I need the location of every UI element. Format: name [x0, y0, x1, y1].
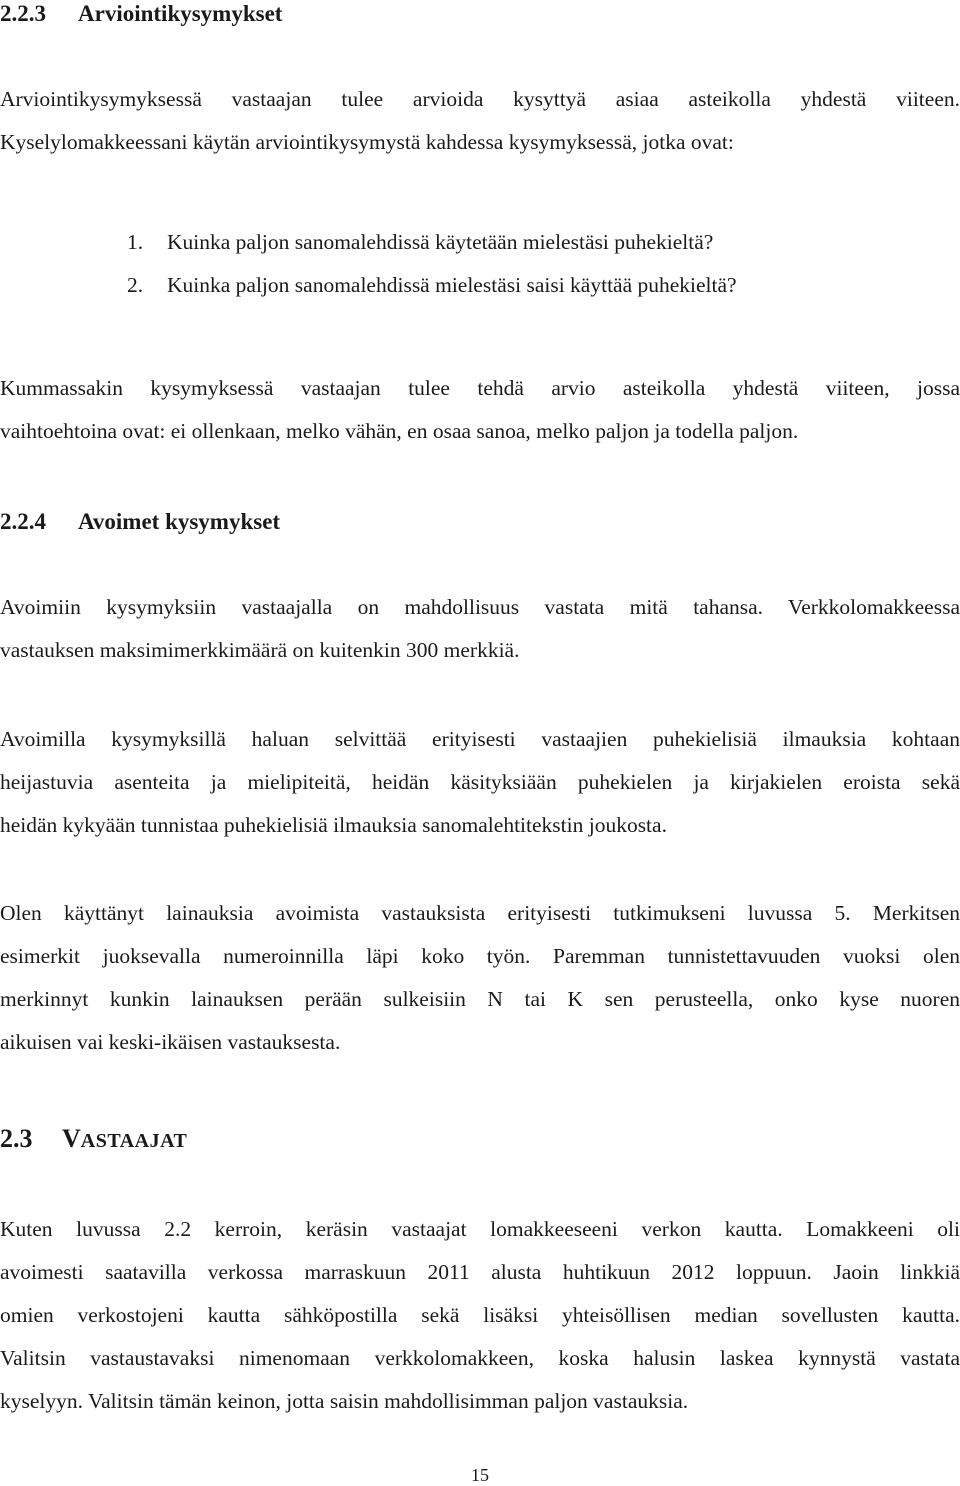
section-title: Arviointikysymykset: [78, 1, 283, 26]
paragraph-intro: [0, 78, 960, 164]
paragraph-line: Kuten luvussa 2.2 kerroin, keräsin vastaajat lomakkeeseeni verkon kautta. Lomakkeeni oli: [0, 1217, 960, 1241]
paragraph-line: Valitsin vastaustavaksi nimenomaan verkkolomakkeen, koska halusin laskea kynnystä vastata: [0, 1346, 960, 1370]
paragraph-open-purpose: [0, 718, 960, 847]
section-number: 2.2.4: [0, 509, 46, 534]
paragraph-line: aikuisen vai keski-ikäisen vastauksesta.: [0, 1030, 341, 1054]
paragraph-line: vastauksen maksimimerkkimäärä on kuitenkin 300 merkkiä.: [0, 638, 520, 662]
paragraph-line: Olen käyttänyt lainauksia avoimista vastauksista erityisesti tutkimukseni luvussa 5. Merkitsen: [0, 901, 960, 925]
paragraph-line: merkinnyt kunkin lainauksen perään sulkeisiin N tai K sen perusteella, onko kyse nuoren: [0, 987, 960, 1011]
paragraph-line: omien verkostojeni kautta sähköpostilla sekä lisäksi yhteisöllisen median sovellusten kautta.: [0, 1303, 960, 1327]
paragraph-line: avoimesti saatavilla verkossa marraskuun 2011 alusta huhtikuun 2012 loppuun. Jaoin linkkiä: [0, 1260, 960, 1284]
list-item: [127, 264, 737, 307]
paragraph-respondents: [0, 1208, 960, 1423]
paragraph-open-questions: [0, 586, 960, 672]
section-number: 2.3: [0, 1124, 33, 1153]
list-item-number: 1.: [127, 230, 144, 254]
paragraph-line: Avoimiin kysymyksiin vastaajalla on mahdollisuus vastata mitä tahansa. Verkkolomakkeessa: [0, 595, 960, 619]
paragraph-line: vaihtoehtoina ovat: ei ollenkaan, melko vähän, en osaa sanoa, melko paljon ja todella paljon.: [0, 419, 799, 443]
list-item-text: Kuinka paljon sanomalehdissä mielestäsi saisi käyttää puhekieltä?: [167, 273, 737, 297]
section-number: 2.2.3: [0, 1, 46, 26]
list-item: [127, 221, 737, 264]
paragraph-line: esimerkit juoksevalla numeroinnilla läpi koko työn. Paremman tunnistettavuuden vuoksi olen: [0, 944, 960, 968]
paragraph-line: Kyselylomakkeessani käytän arviointikysymystä kahdessa kysymyksessä, jotka ovat:: [0, 130, 734, 154]
paragraph-line: Kummassakin kysymyksessä vastaajan tulee tehdä arvio asteikolla yhdestä viiteen, jossa: [0, 376, 960, 400]
question-list: [127, 221, 737, 307]
paragraph-line: Arviointikysymyksessä vastaajan tulee arvioida kysyttyä asiaa asteikolla yhdestä viiteen.: [0, 87, 960, 111]
list-item-text: Kuinka paljon sanomalehdissä käytetään mielestäsi puhekieltä?: [167, 230, 714, 254]
paragraph-line: heidän kykyään tunnistaa puhekielisiä ilmauksia sanomalehtitekstin joukosta.: [0, 813, 667, 837]
section-heading-2-3: [0, 1124, 187, 1156]
section-heading-2-2-4: [0, 508, 280, 536]
section-title-rest: ASTAAJAT: [80, 1130, 188, 1152]
page-number: 15: [471, 1465, 489, 1485]
paragraph-scale: [0, 367, 960, 453]
section-title: Avoimet kysymykset: [78, 509, 281, 534]
paragraph-line: heijastuvia asenteita ja mielipiteitä, heidän käsityksiään puhekielen ja kirjakielen eroista sekä: [0, 770, 960, 794]
list-item-number: 2.: [127, 273, 144, 297]
section-title-initial: V: [62, 1124, 81, 1153]
paragraph-citations: [0, 892, 960, 1064]
paragraph-line: Avoimilla kysymyksillä haluan selvittää erityisesti vastaajien puhekielisiä ilmauksia kohtaan: [0, 727, 960, 751]
section-heading-2-2-3: [0, 0, 282, 28]
paragraph-line: kyselyyn. Valitsin tämän keinon, jotta saisin mahdollisimman paljon vastauksia.: [0, 1389, 689, 1413]
